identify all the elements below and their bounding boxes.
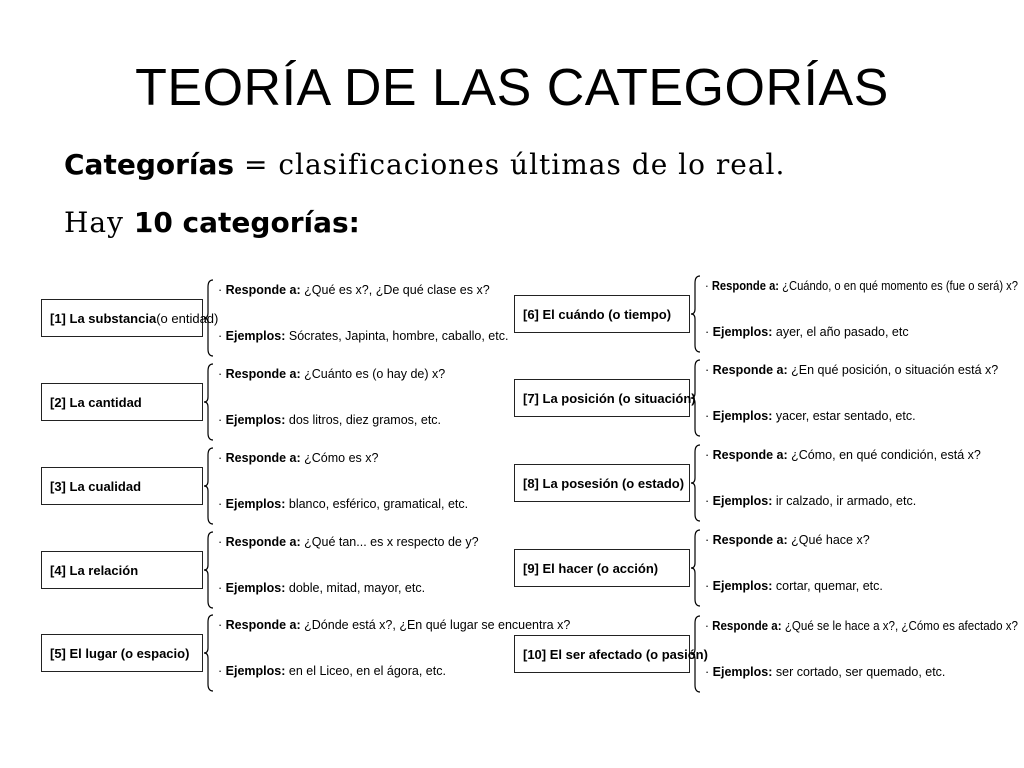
- category-box: [514, 635, 708, 673]
- category-name: [10] El ser afectado (o pasión): [523, 646, 708, 662]
- category-box: [514, 464, 690, 502]
- brace-icon: [691, 275, 701, 353]
- brace-icon: [691, 359, 701, 437]
- category-box: [41, 299, 219, 337]
- category-name: [6] El cuándo (o tiempo): [523, 306, 672, 322]
- ejemplos-line: · Ejemplos: blanco, esférico, gramatical, etc.: [218, 497, 469, 511]
- category-name-suffix: (o entidad): [156, 310, 219, 326]
- brace-icon: [691, 529, 701, 607]
- ejemplos-line: · Ejemplos: Sócrates, Japinta, hombre, caballo, etc.: [218, 329, 509, 343]
- responde-line: · Responde a: ¿Qué tan... es x respecto de y?: [218, 535, 479, 549]
- ejemplos-line: · Ejemplos: ir calzado, ir armado, etc.: [705, 494, 917, 508]
- count-prefix: Hay: [64, 206, 134, 239]
- ejemplos-line: · Ejemplos: yacer, estar sentado, etc.: [705, 409, 916, 423]
- category-name: [1] La substancia: [50, 310, 157, 326]
- category-7: [514, 357, 1019, 443]
- brace-icon: [204, 447, 214, 525]
- responde-line: · Responde a: ¿Qué es x?, ¿De qué clase es x?: [218, 283, 490, 297]
- brace-icon: [204, 614, 214, 692]
- category-name: [7] La posición (o situación): [523, 390, 696, 406]
- category-10: [514, 613, 1019, 699]
- category-box: [514, 379, 696, 417]
- responde-line: · Responde a: ¿En qué posición, o situación está x?: [705, 363, 999, 377]
- ejemplos-line: · Ejemplos: en el Liceo, en el ágora, etc.: [218, 664, 446, 678]
- category-3: [41, 445, 501, 531]
- responde-line: · Responde a: ¿Cómo es x?: [218, 451, 379, 465]
- category-name: [4] La relación: [50, 562, 139, 578]
- category-5: [41, 612, 571, 698]
- responde-line: · Responde a: ¿Qué hace x?: [705, 533, 870, 547]
- category-box: [41, 467, 203, 505]
- brace-icon: [204, 279, 214, 357]
- slide-title: TEORÍA DE LAS CATEGORÍAS: [135, 59, 889, 117]
- category-box: [514, 295, 690, 333]
- category-name: [5] El lugar (o espacio): [50, 645, 190, 661]
- category-9: [514, 527, 1019, 613]
- count-emphasis: 10 categorías:: [133, 206, 360, 239]
- category-name: [2] La cantidad: [50, 394, 142, 410]
- definition-line: [64, 148, 785, 181]
- brace-icon: [204, 363, 214, 441]
- ejemplos-line: · Ejemplos: dos litros, diez gramos, etc.: [218, 413, 442, 427]
- ejemplos-line: · Ejemplos: ayer, el año pasado, etc: [705, 325, 909, 339]
- category-8: [514, 442, 1019, 528]
- category-6: [514, 273, 1019, 359]
- brace-icon: [691, 444, 701, 522]
- category-box: [41, 551, 203, 589]
- ejemplos-line: · Ejemplos: cortar, quemar, etc.: [705, 579, 883, 593]
- category-box: [514, 549, 690, 587]
- category-1: [41, 277, 509, 363]
- category-4: [41, 529, 501, 615]
- category-2: [41, 361, 501, 447]
- category-box: [41, 383, 203, 421]
- brace-icon: [691, 615, 701, 693]
- responde-line: · Responde a: ¿Cuánto es (o hay de) x?: [218, 367, 446, 381]
- responde-line: · Responde a: ¿Dónde está x?, ¿En qué lugar se encuentra x?: [218, 618, 571, 632]
- responde-line: · Responde a: ¿Cuándo, o en qué momento es (fue o será) x?: [705, 279, 1018, 293]
- category-name: [8] La posesión (o estado): [523, 475, 685, 491]
- brace-icon: [204, 531, 214, 609]
- category-name: [9] El hacer (o acción): [523, 560, 659, 576]
- category-box: [41, 634, 203, 672]
- category-name: [3] La cualidad: [50, 478, 142, 494]
- definition-term: Categorías: [64, 148, 235, 181]
- responde-line: · Responde a: ¿Cómo, en qué condición, está x?: [705, 448, 981, 462]
- definition-text: = clasificaciones últimas de lo real.: [234, 148, 786, 181]
- count-line: [64, 206, 360, 239]
- responde-line: · Responde a: ¿Qué se le hace a x?, ¿Cómo es afectado x?: [705, 619, 1018, 633]
- ejemplos-line: · Ejemplos: ser cortado, ser quemado, etc.: [705, 665, 946, 679]
- ejemplos-line: · Ejemplos: doble, mitad, mayor, etc.: [218, 581, 426, 595]
